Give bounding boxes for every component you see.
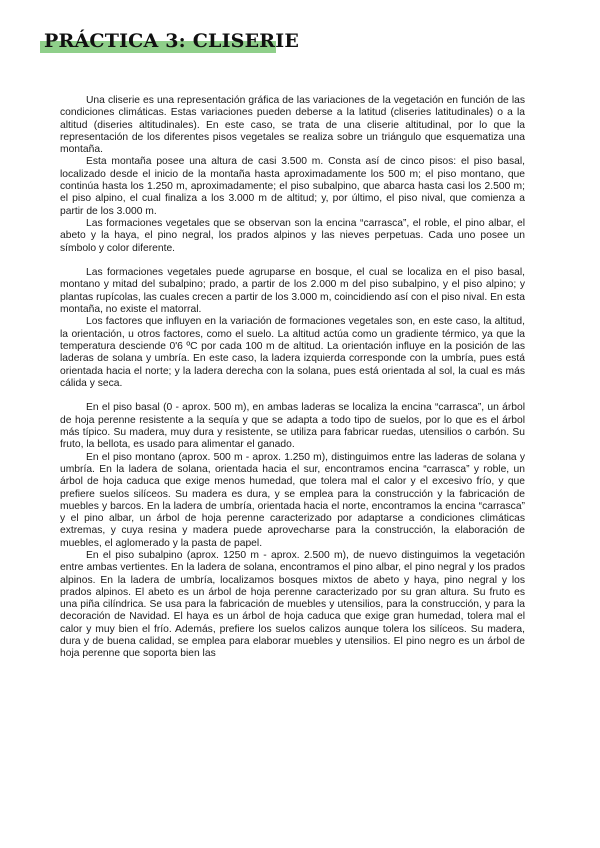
paragraph: En el piso montano (aprox. 500 m - aprox. 1.250 m), distinguimos entre las laderas de solana y umbría. En la ladera de solana, orientada hacia el sur, encontramos encina “carrasca” y roble, un árbol de hoja caduca que exige menos humedad, que tolera mal el calor y el excesivo frío, y que prefiere suelos silíceos. Su madera es dura, y se emplea para la construcción y la fabricación de muebles y barcos. En la ladera de umbría, orientada hacia el norte, encontramos la encina “carrasca” y el pino albar, un árbol de hoja perenne caracterizado por adaptarse a condiciones climáticas extremas, y cuya resina y madera puede aprovecharse para la construcción, la elaboración de muebles, el aglomerado y la pasta de papel. [60,451,525,549]
document-body [60,95,525,661]
paragraph: Las formaciones vegetales puede agruparse en bosque, el cual se localiza en el piso basal, montano y mitad del subalpino; prado, a partir de los 2.000 m del piso subalpino, y el piso alpino; y plantas rupícolas, las cuales crecen a partir de los 3.000 m, coincidiendo así con el piso nival. En esta montaña, no existe el matorral. [60,267,525,316]
paragraph: En el piso subalpino (aprox. 1250 m - aprox. 2.500 m), de nuevo distinguimos la vegetación entre ambas vertientes. En la ladera de solana, encontramos el pino albar, el pino negral y los prados alpinos. En la ladera de umbría, localizamos bosques mixtos de abeto y haya, pino negral y los prados alpinos. El abeto es un árbol de hoja perenne caracterizado por su gran altura. Su fruto es una piña cilíndrica. Se usa para la fabricación de muebles y utensilios, para la construcción, y para la decoración de Navidad. El haya es un árbol de hoja caduca que exige gran humedad, tolera mal el calor y muy bien el frío. Además, prefiere los suelos calizos aunque tolera los silíceos. Su madera, dura y de buena calidad, se emplea para elaborar muebles y utensilios. El pino negro es un árbol de hoja perenne que soporta bien las [60,549,525,660]
page-title: PRÁCTICA 3: CLISERIE [44,30,300,52]
paragraph: Los factores que influyen en la variación de formaciones vegetales son, en este caso, la altitud, la orientación, u otros factores, como el suelo. La altitud actúa como un gradiente térmico, ya que la temperatura desciende 0'6 ºC por cada 100 m de altitud. La orientación influye en la posición de las laderas de solana y umbría. En este caso, la ladera izquierda corresponde con la umbría, pues está orientada hacia el norte; y la ladera derecha con la solana, pues está orientada al sol, la cual es más cálida y seca. [60,316,525,389]
title-block [44,30,299,52]
paragraph: Una cliserie es una representación gráfica de las variaciones de la vegetación en función de las condiciones climáticas. Estas variaciones pueden deberse a la latitud (cliseries latitudinales) o a la altitud (diseries altitudinales). En este caso, se trata de una cliserie altitudinal, por lo que la representación de los diferentes pisos vegetales se realiza sobre un triángulo que esquematiza una montaña. [60,95,525,156]
paragraph: En el piso basal (0 - aprox. 500 m), en ambas laderas se localiza la encina “carrasca”, un árbol de hoja perenne resistente a la sequía y que se adapta a todo tipo de suelos, por lo que es el árbol más típico. Su madera, muy dura y resistente, se utiliza para fabricar ruedas, utensilios o carbón. Su fruto, la bellota, es usado para alimentar el ganado. [60,402,525,451]
paragraph: Esta montaña posee una altura de casi 3.500 m. Consta así de cinco pisos: el piso basal, localizado desde el inicio de la montaña hasta aproximadamente los 500 m; el piso montano, que continúa hasta los 1.250 m, aproximadamente; el piso subalpino, que abarca hasta casi los 2.500 m; el piso alpino, el cual finaliza a los 3.000 m de altitud; y, por último, el piso nival, que comienza a partir de los 3.000 m. [60,156,525,217]
paragraph: Las formaciones vegetales que se observan son la encina “carrasca”, el roble, el pino albar, el abeto y la haya, el pino negral, los prados alpinos y las nieves perpetuas. Cada uno posee un símbolo y color diferente. [60,217,525,254]
